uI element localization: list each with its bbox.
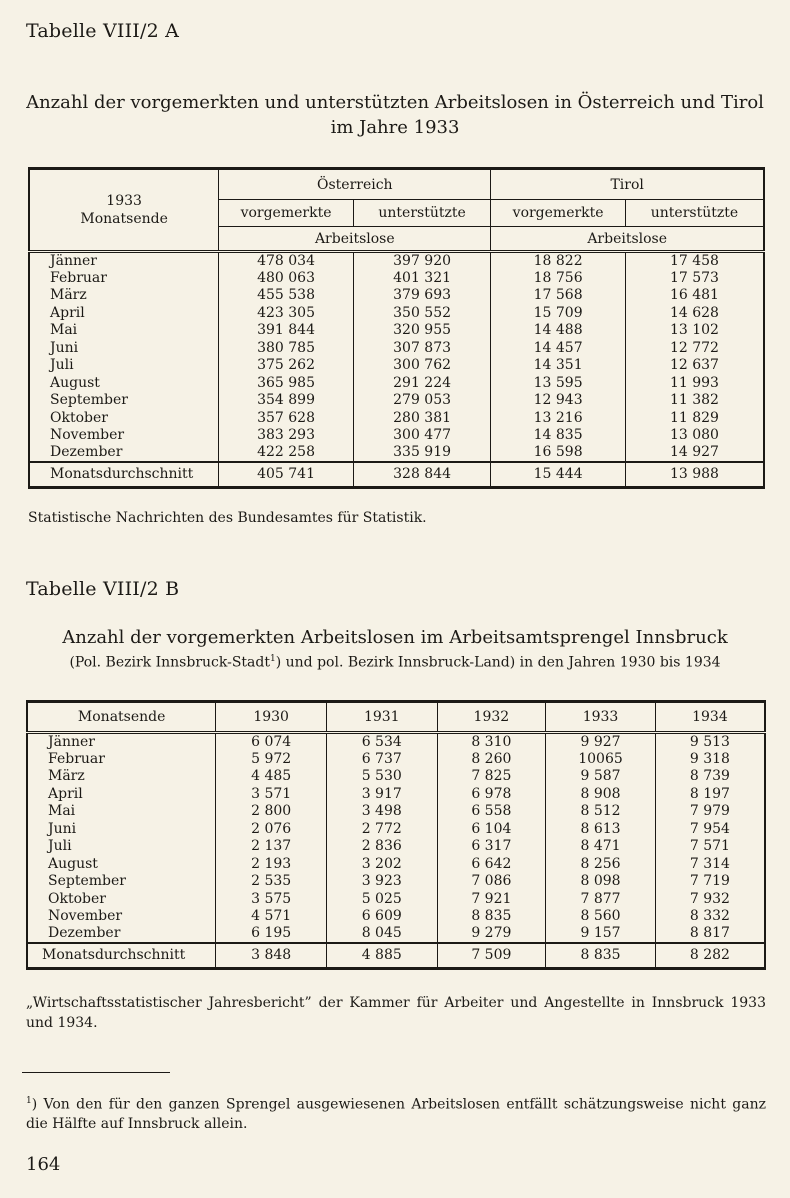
table-a-month: Jänner [29, 252, 219, 270]
table-a-col-oe-unterstuetzte: unterstützte [353, 200, 491, 227]
table-a-cell: 18 822 [491, 252, 626, 270]
table-b-year-header: 1930 [216, 702, 327, 733]
table-b-row [27, 925, 765, 943]
table-a-row [29, 304, 764, 322]
table-a-cell: 15 709 [491, 304, 626, 322]
table-b-average-cell: 7 509 [437, 943, 546, 969]
table-a-average-cell: 13 988 [625, 462, 764, 488]
table-a-cell: 375 262 [219, 357, 354, 375]
table-b-title: Anzahl der vorgemerkten Arbeitslosen im Arbeitsamtsprengel Innsbruck [62, 627, 728, 648]
table-a-cell: 11 829 [625, 409, 764, 427]
table-a-month: August [29, 374, 219, 392]
table-a-cell: 12 772 [625, 339, 764, 357]
table-b-cell: 3 571 [216, 785, 327, 803]
table-a-month: Oktober [29, 409, 219, 427]
table-b-cell: 5 972 [216, 750, 327, 768]
table-a-cell: 17 458 [625, 252, 764, 270]
table-b-cell: 2 800 [216, 803, 327, 821]
table-b-cell: 6 737 [326, 750, 437, 768]
table-a-stub-year: 1933 [106, 193, 142, 209]
table-a-row [29, 427, 764, 445]
table-a-month: April [29, 304, 219, 322]
table-b-cell: 9 279 [437, 925, 546, 943]
table-a-month: März [29, 287, 219, 305]
table-a-month: Juni [29, 339, 219, 357]
table-b-subtitle [14, 654, 776, 671]
table-b-cell: 6 317 [437, 838, 546, 856]
table-b-month: Oktober [27, 890, 216, 908]
table-b-year-header: 1932 [437, 702, 546, 733]
table-b-cell: 8 739 [655, 768, 765, 786]
table-a-source: Statistische Nachrichten des Bundesamtes für Statistik. [28, 510, 427, 526]
table-a-cell: 423 305 [219, 304, 354, 322]
table-b-cell: 2 836 [326, 838, 437, 856]
table-b-subtitle-pre: (Pol. Bezirk Innsbruck-Stadt [69, 654, 270, 671]
table-a-average-cell: 15 444 [491, 462, 626, 488]
table-b-cell: 7 086 [437, 873, 546, 891]
table-b-cell: 5 530 [326, 768, 437, 786]
table-b-cell: 8 471 [546, 838, 656, 856]
table-a-cell: 14 835 [491, 427, 626, 445]
table-a-cell: 18 756 [491, 269, 626, 287]
table-b-cell: 7 825 [437, 768, 546, 786]
table-a-cell: 14 457 [491, 339, 626, 357]
table-a-cell: 17 573 [625, 269, 764, 287]
table-a-cell: 14 488 [491, 322, 626, 340]
table-a-region-oesterreich: Österreich [219, 169, 491, 200]
table-a-cell: 365 985 [219, 374, 354, 392]
table-b-cell: 8 560 [546, 908, 656, 926]
table-a-unit-ti: Arbeitslose [491, 227, 764, 252]
table-b-row [27, 750, 765, 768]
table-a-cell: 307 873 [353, 339, 491, 357]
table-a-average-label: Monatsdurchschnitt [29, 462, 219, 488]
table-b-cell: 2 535 [216, 873, 327, 891]
table-a-title [20, 90, 770, 140]
table-b-cell: 3 917 [326, 785, 437, 803]
table-a-stub-label: Monatsende [80, 211, 168, 227]
table-a-cell: 14 628 [625, 304, 764, 322]
table-b-year-header: 1933 [546, 702, 656, 733]
table-a-title-line1: Anzahl der vorgemerkten und unterstützten Arbeitslosen in Österreich und Tirol [26, 92, 764, 113]
table-a-cell: 280 381 [353, 409, 491, 427]
table-b-cell: 8 512 [546, 803, 656, 821]
table-a-cell: 357 628 [219, 409, 354, 427]
table-a-cell: 279 053 [353, 392, 491, 410]
table-a-cell: 14 927 [625, 444, 764, 462]
table-b-cell: 9 157 [546, 925, 656, 943]
table-a-cell: 455 538 [219, 287, 354, 305]
table-a-cell: 300 477 [353, 427, 491, 445]
table-a-cell: 422 258 [219, 444, 354, 462]
table-b-cell: 6 978 [437, 785, 546, 803]
table-a [28, 167, 765, 489]
table-b-cell: 2 137 [216, 838, 327, 856]
table-b-cell: 8 256 [546, 855, 656, 873]
table-a-month: Mai [29, 322, 219, 340]
table-a-cell: 13 216 [491, 409, 626, 427]
table-b-cell: 10065 [546, 750, 656, 768]
table-a-cell: 13 080 [625, 427, 764, 445]
table-b-year-header: 1931 [326, 702, 437, 733]
table-a-cell: 12 943 [491, 392, 626, 410]
table-a-cell: 11 993 [625, 374, 764, 392]
table-a-month: Februar [29, 269, 219, 287]
table-b-cell: 7 719 [655, 873, 765, 891]
table-b-cell: 8 310 [437, 733, 546, 751]
table-a-region-tirol: Tirol [491, 169, 764, 200]
table-b-cell: 9 513 [655, 733, 765, 751]
table-b-average-cell: 8 282 [655, 943, 765, 969]
table-b-cell: 9 318 [655, 750, 765, 768]
footnote [26, 1092, 766, 1134]
table-a-row [29, 444, 764, 462]
table-a-cell: 383 293 [219, 427, 354, 445]
table-b-year-header: 1934 [655, 702, 765, 733]
table-a-cell: 379 693 [353, 287, 491, 305]
table-b-cell: 8 045 [326, 925, 437, 943]
table-a-row [29, 322, 764, 340]
table-b-cell: 7 314 [655, 855, 765, 873]
table-b-cell: 6 558 [437, 803, 546, 821]
table-a-cell: 14 351 [491, 357, 626, 375]
table-a-row [29, 392, 764, 410]
table-b-cell: 8 332 [655, 908, 765, 926]
table-b-cell: 2 076 [216, 820, 327, 838]
table-b-row [27, 803, 765, 821]
table-b-cell: 5 025 [326, 890, 437, 908]
table-b-month: Jänner [27, 733, 216, 751]
table-b-cell: 8 098 [546, 873, 656, 891]
table-b [26, 700, 766, 970]
table-b-cell: 3 202 [326, 855, 437, 873]
table-a-cell: 335 919 [353, 444, 491, 462]
table-b-month: Mai [27, 803, 216, 821]
table-b-cell: 3 923 [326, 873, 437, 891]
table-b-cell: 8 908 [546, 785, 656, 803]
table-a-col-oe-vorgemerkte: vorgemerkte [219, 200, 354, 227]
table-a-cell: 380 785 [219, 339, 354, 357]
table-b-month: März [27, 768, 216, 786]
table-b-cell: 8 613 [546, 820, 656, 838]
table-b-cell: 6 609 [326, 908, 437, 926]
table-b-month: Dezember [27, 925, 216, 943]
table-a-cell: 397 920 [353, 252, 491, 270]
table-b-cell: 4 571 [216, 908, 327, 926]
table-a-cell: 478 034 [219, 252, 354, 270]
table-b-row [27, 908, 765, 926]
table-a-row [29, 252, 764, 270]
table-a-cell: 13 102 [625, 322, 764, 340]
table-b-cell: 7 571 [655, 838, 765, 856]
table-a-unit-oe: Arbeitslose [219, 227, 491, 252]
table-b-cell: 2 772 [326, 820, 437, 838]
footnote-text: ) Von den für den ganzen Sprengel ausgewiesenen Arbeitslosen entfällt schätzungsweise nicht ganz die Hälfte auf Innsbruck allein. [26, 1096, 766, 1132]
table-b-row [27, 768, 765, 786]
table-b-cell: 3 498 [326, 803, 437, 821]
table-b-cell: 6 642 [437, 855, 546, 873]
table-a-cell: 13 595 [491, 374, 626, 392]
table-a-col-ti-unterstuetzte: unterstützte [625, 200, 764, 227]
table-b-cell: 6 104 [437, 820, 546, 838]
table-a-month: Dezember [29, 444, 219, 462]
table-a-cell: 300 762 [353, 357, 491, 375]
table-a-month: Juli [29, 357, 219, 375]
table-a-cell: 320 955 [353, 322, 491, 340]
table-b-cell: 2 193 [216, 855, 327, 873]
table-a-cell: 16 481 [625, 287, 764, 305]
table-b-row [27, 820, 765, 838]
table-b-average-cell: 4 885 [326, 943, 437, 969]
table-a-cell: 350 552 [353, 304, 491, 322]
table-a-cell: 291 224 [353, 374, 491, 392]
table-b-cell: 9 927 [546, 733, 656, 751]
table-a-cell: 17 568 [491, 287, 626, 305]
table-b-month: Juli [27, 838, 216, 856]
table-b-cell: 6 534 [326, 733, 437, 751]
table-b-source: „Wirtschaftsstatistischer Jahresbericht” der Kammer für Arbeiter und Angestellte in Innsbruck 1933 und 1934. [26, 995, 766, 1031]
page-number: 164 [26, 1154, 61, 1175]
table-b-cell: 8 197 [655, 785, 765, 803]
table-a-row [29, 269, 764, 287]
table-b-stub-header: Monatsende [27, 702, 216, 733]
table-b-cell: 7 979 [655, 803, 765, 821]
table-a-average-row [29, 462, 764, 488]
table-a-cell: 12 637 [625, 357, 764, 375]
table-a-average-cell: 328 844 [353, 462, 491, 488]
table-b-month: April [27, 785, 216, 803]
table-a-average-cell: 405 741 [219, 462, 354, 488]
table-a-month: September [29, 392, 219, 410]
table-a-cell: 16 598 [491, 444, 626, 462]
table-b-row [27, 855, 765, 873]
table-b-cell: 8 835 [437, 908, 546, 926]
table-b-row [27, 838, 765, 856]
footnote-mark: 1 [26, 1096, 32, 1106]
table-b-row [27, 890, 765, 908]
table-b-row [27, 785, 765, 803]
table-b-average-row [27, 943, 765, 969]
table-b-cell: 8 260 [437, 750, 546, 768]
table-a-cell: 480 063 [219, 269, 354, 287]
table-b-cell: 3 575 [216, 890, 327, 908]
footnote-rule [22, 1072, 170, 1073]
footnote-ref: 1 [270, 654, 276, 664]
table-b-cell: 7 954 [655, 820, 765, 838]
table-b-cell: 9 587 [546, 768, 656, 786]
table-b-month: Juni [27, 820, 216, 838]
table-a-row [29, 374, 764, 392]
table-b-row [27, 873, 765, 891]
table-b-average-label: Monatsdurchschnitt [27, 943, 216, 969]
table-b-cell: 4 485 [216, 768, 327, 786]
table-b-month: Februar [27, 750, 216, 768]
table-b-cell: 7 877 [546, 890, 656, 908]
table-b-subtitle-post: ) und pol. Bezirk Innsbruck-Land) in den Jahren 1930 bis 1934 [275, 654, 721, 671]
table-b-month: November [27, 908, 216, 926]
table-a-row [29, 287, 764, 305]
table-a-cell: 11 382 [625, 392, 764, 410]
table-b-cell: 8 817 [655, 925, 765, 943]
table-a-row [29, 409, 764, 427]
table-a-row [29, 339, 764, 357]
table-a-col-ti-vorgemerkte: vorgemerkte [491, 200, 626, 227]
table-b-cell: 7 921 [437, 890, 546, 908]
table-b-month: September [27, 873, 216, 891]
table-a-cell: 354 899 [219, 392, 354, 410]
table-b-average-cell: 8 835 [546, 943, 656, 969]
table-b-month: August [27, 855, 216, 873]
table-b-average-cell: 3 848 [216, 943, 327, 969]
table-a-stub-header [29, 169, 219, 252]
table-b-cell: 6 074 [216, 733, 327, 751]
table-b-cell: 6 195 [216, 925, 327, 943]
table-b-cell: 7 932 [655, 890, 765, 908]
table-a-row [29, 357, 764, 375]
table-a-month: November [29, 427, 219, 445]
table-a-heading: Tabelle VIII/2 A [26, 20, 180, 42]
table-a-title-line2: im Jahre 1933 [330, 117, 460, 138]
table-b-heading: Tabelle VIII/2 B [26, 578, 180, 600]
table-a-cell: 391 844 [219, 322, 354, 340]
table-a-cell: 401 321 [353, 269, 491, 287]
table-b-row [27, 733, 765, 751]
